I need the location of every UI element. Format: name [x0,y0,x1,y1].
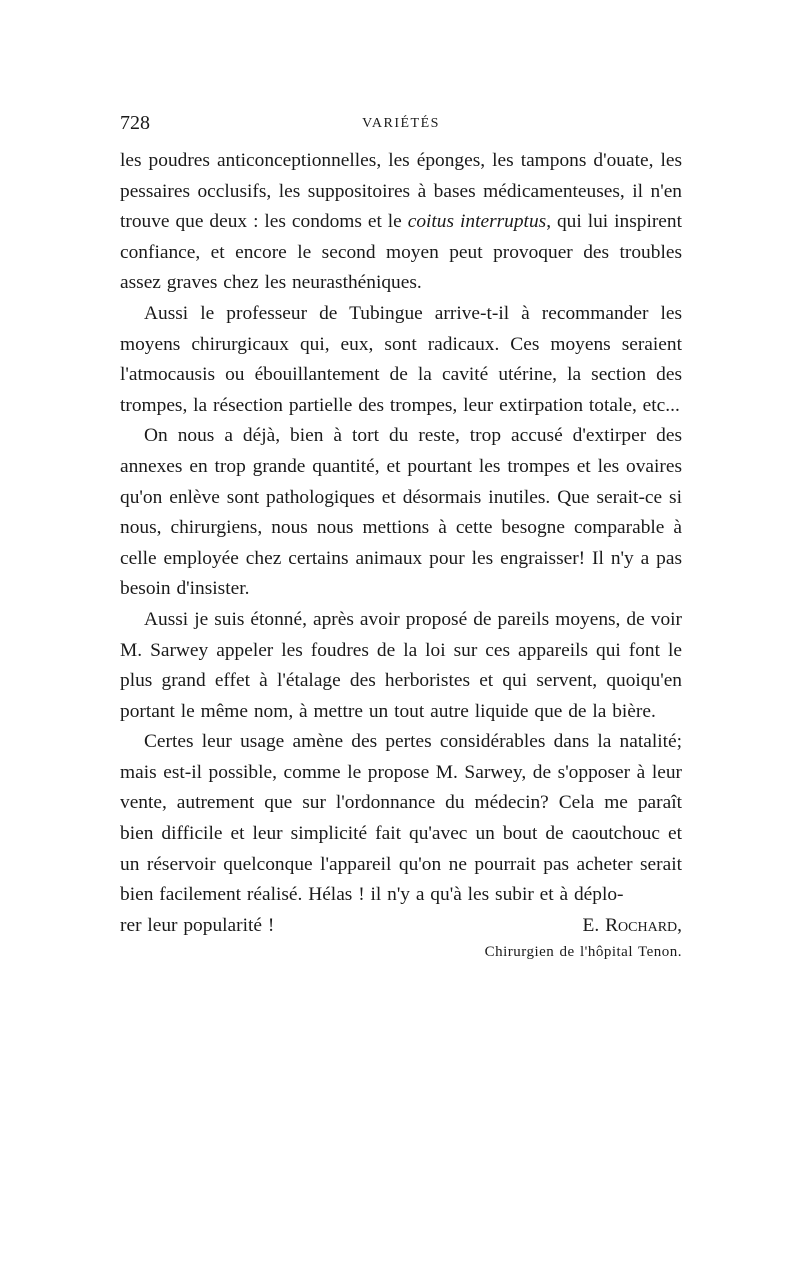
book-page [120,112,682,963]
paragraph: On nous a déjà, bien à tort du reste, trop accusé d'extirper des annexes en trop grande quantité, et pourtant les trompes et les ovaires qu'on enlève sont pathologiques et désormais inutiles. Que serait-ce si nous, chirurgiens, nous nous mettions à cette besogne comparable à celle employée chez certains animaux pour les engraisser! Il n'y a pas besoin d'insister. [120,425,682,600]
italic-term: coitus interruptus [407,211,547,233]
author-signature: E. Rochard, [582,914,682,936]
paragraph-continuation [120,146,682,299]
paragraph: Aussi je suis étonné, après avoir proposé de pareils moyens, de voir M. Sarwey appeler les foudres de la loi sur ces appareils qui font le plus grand effet à l'étalage des herboristes et qui servent, quoiqu'en portant le même nom, à mettre un tout autre liquide que de la bière. [120,608,682,722]
author-affiliation: Chirurgien de l'hôpital Tenon. [484,944,682,961]
closing-text: rer leur popularité ! [120,914,275,936]
page-header [120,112,682,146]
paragraph: Aussi le professeur de Tubingue arrive-t-il à recommander les moyens chirurgicaux qui, eux, sont radicaux. Ces moyens seraient l'atmocausis ou ébouillantement de la cavité utérine, la section des trompes, la résection partielle des trompes, leur extirpation totale, etc... [120,302,682,416]
running-head: VARIÉTÉS [362,116,440,131]
closing-line [120,911,682,942]
page-number: 728 [120,112,150,134]
paragraph-text: les poudres anticonceptionnelles, les éponges, les tampons d'ouate, les pessaires occlusifs, les suppositoires à bases médicamenteuses, il n'en trouve que deux : les condoms et le [120,150,682,233]
body-text [120,146,682,963]
paragraph: Certes leur usage amène des pertes considérables dans la natalité; mais est-il possible, comme le propose M. Sarwey, de s'opposer à leur vente, autrement que sur l'ordonnance du médecin? Cela me paraît bien difficile et leur simplicité fait qu'avec un bout de caoutchouc et un réservoir quelconque l'appareil qu'on ne pourrait pas acheter serait bien facilement réalisé. Hélas ! il n'y a qu'à les subir et à déplo- [120,731,682,906]
paragraph-text: , qui lui inspirent confiance, et encore le second moyen peut provoquer des troubles assez graves chez les neurasthéniques. [120,211,682,294]
